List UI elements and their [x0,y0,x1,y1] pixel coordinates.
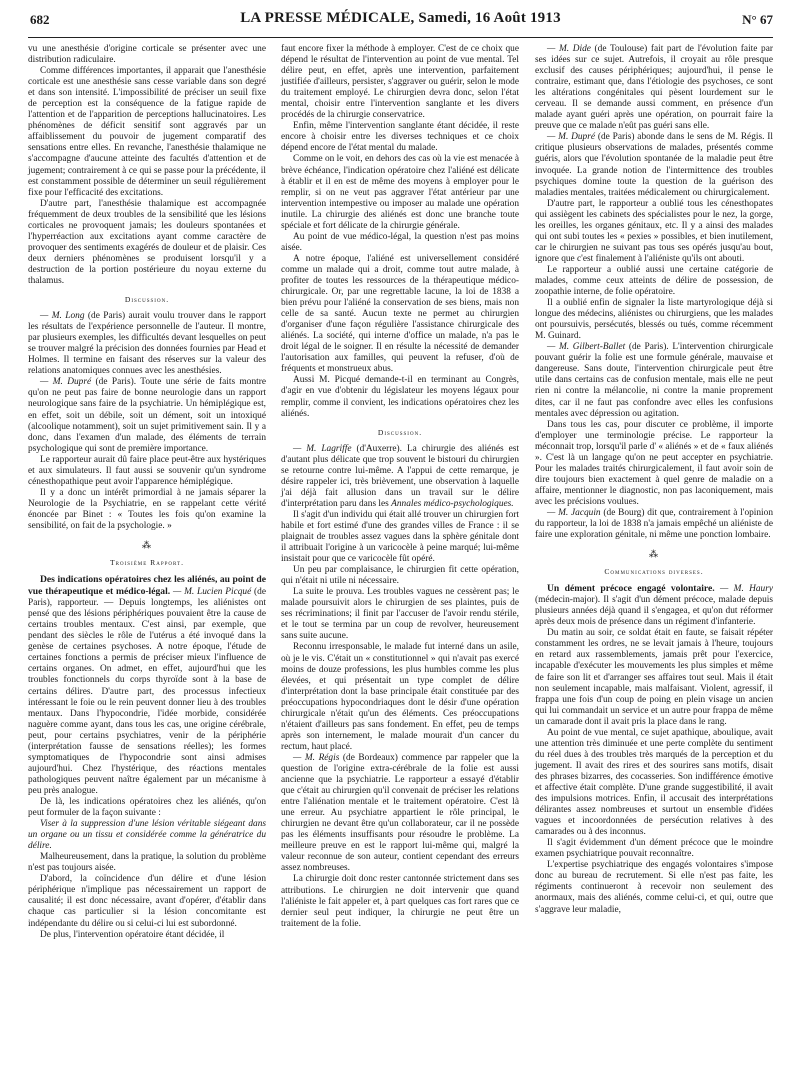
section-heading: Communications diverses. [604,567,704,577]
paragraph: Du matin au soir, ce soldat était en faute, se faisait répéter constamment les ordres, ne se levait jamais à l'heure, toujours en retard aux rassemblements, jamais prêt pour l'exercice, incapable d'exécuter les mouvements les plus simples et même de faire son lit et d'arranger ses affaires tout seul. Mais il était non seulement incapable, mais malfaisant. Violent, agressif, il frappa une fois d'un coup de poing en plein visage un ancien qui lui commandait un service et un autre pour frappa de même un camarade dont il avait pris la place dans le rang. [535,628,773,727]
journal-title: LA PRESSE MÉDICALE, Samedi, 16 Août 1913 [240,10,561,26]
paragraph: A notre époque, l'aliéné est universellement considéré comme un malade qui a droit, comme tout autre malade, à profiter de toutes les ressources de la thérapeutique médico-chirurgicale. Or, par une regrettable lacune, la loi de 1838 a bien prévu pour l'aliéné la conservation de ses biens, mais non celle de sa santé. Aucun texte ne permet au chirurgien d'organiser d'une façon régulière l'assistance chirurgicale des aliénés. La société, qui interne d'office un malade, n'a pas le droit légal de le soigner. Il en résulte la nécessité de demander l'autorisation aux familles, qui peuvent la refuser, d'où de fréquents et monstrueux abus. [281,253,519,375]
column-2 [281,44,519,930]
section-heading: Troisième Rapport. [110,558,184,568]
running-header [28,12,773,34]
paragraph-text: (de Paris). Toute une série de faits montre qu'on ne peut pas faire de bonne neurologie dans un rapport neurologique sans faire de la psychiatrie. Un hémiplégique est, en effet, soit un débile, soit un dément, soit un intoxiqué (alcoolique notamment), soit un sujet primitivement sain. Il y a donc, dans l'examen d'un malade, des éléments de terrain psychologique qui sont de première importance. [28,377,266,454]
paragraph [535,508,773,541]
paragraph [535,583,773,628]
header-rule [28,37,773,38]
paragraph [535,132,773,198]
speaker-name: — M. Gilbert-Ballet [547,342,626,353]
article-heading: Des indications opératoires chez les aliénés, au point de vue thérapeutique et médico-légal. [28,574,266,598]
journal-reference: Annales médico-psychologiques. [391,498,514,509]
paragraph [28,377,266,454]
paragraph: Dans tous les cas, pour discuter ce problème, il importe d'employer une terminologie précise. Le rapporteur la méconnait trop, lorsqu'il parle d' « aliénés » et de « faux aliénés ». C'est là un langage qu'on ne peut accepter en psychiatrie. Pour les malades traités chirurgicalement, il faut avoir soin de dire toujours bien exactement à quel genre de maladie on a affaire, mentionner le diagnostic, non pas laconiquement, mais avec les précisions voulues. [535,419,773,507]
asterism: ⁂ [649,549,659,560]
paragraph: D'autre part, le rapporteur a oublié tous les cénesthopates qui assiègent les cabinets des spécialistes pour le nez, la gorge, les oreilles, les organes génitaux, etc. Il y a ainsi des malades qui ont subi toutes les « pexies » possibles, et bien inutilement, car le chirurgien ne suivant pas tous ses opérés jusqu'au bout, ignore que c'est finalement à l'aliéniste qu'ils ont abouti. [535,198,773,264]
paragraph: Aussi M. Picqué demande-t-il en terminant au Congrès, d'agir en vue d'obtenir du législateur les moyens légaux pour remplir, comme il convient, les indications opératoires chez les aliénés. [281,375,519,419]
paragraph: Enfin, même l'intervention sanglante étant décidée, il reste encore à choisir entre les diverses techniques et ce choix dépend encore de l'état mental du malade. [281,121,519,154]
paragraph: De plus, l'intervention opératoire étant décidée, il [40,929,225,940]
paragraph: Au point de vue mental, ce sujet apathique, aboulique, avait une attention très diminuée et une perte complète du sentiment du réel dues à des troubles très marqués de la perception et du jugement. Il avait des rires et des sourires sans motifs, disait des phrases bizarres, des cocasseries. Son indifférence émotive et affective était complète. D'une grande suggestibilité, il avait des impulsions motrices. Enfin, il accusait des interprétations délirantes assez nombreuses et surtout un ensemble d'idées vagues et incoordonnées de persécution relatives à des camarades ou à des inconnus. [535,727,773,838]
paragraph: La chirurgie doit donc rester cantonnée strictement dans ses attributions. Le chirurgien ne doit intervenir que quand l'aliéniste le fait appeler et, à part quelques cas fort rares que ce dernier seul peut indiquer, la chirurgie ne peut être un traitement de la folie. [281,874,519,929]
paragraph: Il s'agit évidemment d'un dément précoce que le moindre examen psychiatrique pouvait reconnaître. [535,838,773,860]
asterism: ⁂ [142,540,152,551]
speaker-name: — M. Lucien Picqué [170,587,252,598]
paragraph-text: (de Paris). L'intervention chirurgicale pouvant guérir la folie est une formule générale, mauvaise et dangereuse. Sans doute, l'intervention chirurgicale peut être utile dans certains cas de confusion mentale, mais elle ne peut rien ni contre la mélancolie, ni contre la manie proprement dites, car il ne faut pas confondre avec elles les confusions mentales avec dépression ou agitation. [535,342,773,419]
paragraph: De là, les indications opératoires chez les aliénés, qu'on peut formuler de la façon suivante : [28,797,266,819]
speaker-name: — M. Haury [714,584,773,595]
paragraph-text: (médecin-major). Il s'agit d'un dément précoce, malade depuis plusieurs années déjà quand il s'engagea, et qu'on dut réformer après deux mois de présence dans un régiment d'infanterie. [535,595,773,628]
paragraph [281,753,519,875]
column-1 [28,44,266,941]
paragraph: Un peu par complaisance, le chirurgien fit cette opération, qui n'était ni utile ni nécessaire. [281,565,519,587]
paragraph: D'autre part, l'anesthésie thalamique est accompagnée fréquemment de deux troubles de la sensibilité que les lésions corticales ne provoquent jamais; les douleurs spontanées et l'hyperréaction aux excitations ayant comme caractère de provoquer des sentiments exagérés de douleur et de plaisir. Ces deux derniers phénomènes se produisent lorsqu'il y a destruction de la portion postérieure du noyau externe du thalamus. [28,198,266,286]
paragraph: L'expertise psychiatrique des engagés volontaires s'impose donc au bureau de recrutement. Si elle n'est pas faite, les régiments continueront à recevoir non seulement des anormaux, mais des aliénés, comme celui-ci, et qui, outre que s'aggrave leur maladie, [535,860,773,915]
journal-page [28,0,773,1082]
paragraph: Comme on le voit, en dehors des cas où la vie est menacée à brève échéance, l'indication opératoire chez l'aliéné est délicate à établir et il en est de même des moyens à employer pour le remplir, si on ne veut pas aggraver l'état antérieur par une intervention intempestive ou imposer au malade une opération inutile. La chirurgie des aliénés est donc une branche toute spéciale et fort délicate de la chirurgie générale. [281,154,519,231]
column-3 [535,44,773,916]
paragraph: Reconnu irresponsable, le malade fut interné dans un asile, où je le vis. C'était un « constitutionnel » qui n'avait pas exercé moins de douze professions, les plus humbles comme les plus élevées, et qui présentait un type complet de délire d'interprétation dont la base principale était constituée par des préoccupations hypocondriaques dont le désir d'une opération chirurgicale n'était qu'un des éléments. Ces préoccupations n'étaient d'ailleurs pas sans fondement. En effet, peu de temps après son internement, le malade mourait d'un cancer du rectum, haut placé. [281,642,519,752]
speaker-name: — M. Long [40,311,85,322]
paragraph: La suite le prouva. Les troubles vagues ne cessèrent pas; le malade poursuivit alors le chirurgien de ses plaintes, puis de ses récriminations; il finit par l'accuser de l'avoir rendu stérile, et le tout se termina par un coup de revolver, heureusement sans suite aucune. [281,587,519,642]
speaker-name: — M. Lagriffe [293,443,352,454]
speaker-name: — M. Dide [547,44,591,54]
paragraph: Malheureusement, dans la pratique, la solution du problème n'est pas toujours aisée. [28,852,266,874]
paragraph [28,574,266,797]
paragraph-text: (de Paris), rapporteur. — Depuis longtemps, les aliénistes ont pensé que des lésions périphériques pouvaient être la cause de certains troubles mentaux. C'est ainsi, par exemple, que pendant des siècles le rôle de l'utérus a été invoqué dans la genèse de certaines psychoses. A notre époque, l'étude de certaines fonctions a permis de préciser mieux l'influence de certains organes. On admet, en effet, aujourd'hui que les troubles fonctionnels du corps thyroïde sont à la base de certains délires. D'autre part, des processus infectieux intéressant le foie ou le rein peuvent donner lieu à des troubles mentaux. Dans l'hypocondrie, l'idée morbide, considérée naguère comme ayant, dans tous les cas, une origine cérébrale, peut, pour certains psychiatres, venir de la périphérie (interprétation fausse de sensations réelles); les formes symptomatiques de l'hypocondrie sont ainsi admises aujourd'hui. Chez l'hystérique, des réactions mentales pathologiques peuvent naître également par un mécanisme à peu près analogue. [28,587,266,796]
paragraph [281,444,519,510]
section-heading: Discussion. [377,427,423,437]
paragraph-text: (de Bourg) dit que, contrairement à l'opinion du rapporteur, la loi de 1838 n'a jamais empêché un aliéniste de faire une exploration génitale, ni même une ponction lombaire. [535,507,773,541]
paragraph: Au point de vue médico-légal, la question n'est pas moins aisée. [281,231,519,253]
paragraph: Il s'agit d'un individu qui était allé trouver un chirurgien fort habile et fort estimé d'une des grandes villes de France : il se plaignait de troubles assez vagues dans la sphère génitale dont il attribuait l'origine à un varicocèle à peine marqué; lui-même insistait pour que ce varicocèle fût opéré. [281,509,519,565]
paragraph [28,311,266,377]
paragraph: D'abord, la coïncidence d'un délire et d'une lésion périphérique n'implique pas nécessairement un rapport de causalité; il est donc nécessaire, avant d'opérer, d'établir dans chaque cas particulier si la lésion concomitante est indépendante du délire ou si celui-ci lui est subordonné. [28,874,266,929]
paragraph-text: (de Toulouse) fait part de l'évolution faite par ses idées sur ce sujet. Autrefois, il croyait au rôle presque exclusif des causes périphériques; aujourd'hui, il pense le contraire, estimant que, dans l'étiologie des psychoses, ce sont les altérations congénitales qui pèsent lourdement sur le cerveau. Il se demande aussi comment, en présence d'un malade ayant guéri après une opération, on pourrait faire la preuve que ce malade n'eût pas guéri sans elle. [535,44,773,132]
paragraph: Il y a donc un intérêt primordial à ne jamais séparer la Neurologie de la Psychiatrie, en se rappelant cette vérité énoncée par Binet : « Toutes les fois qu'on examine la sensibilité, on fait de la psychologie. » [28,487,266,531]
paragraph: vu une anesthésie d'origine corticale se présenter avec une distribution radiculaire. [28,44,266,66]
paragraph: Comme différences importantes, il apparait que l'anesthésie corticale est une anesthésie sans cesse variable dans son degré et dans son intensité. L'impossibilité de préciser un seuil fixe de perception est la conséquence de la fatigue rapide de l'attention et de l'apparition de perceptions hallucinatoires. Les phénomènes de déficit sensitif sont aggravés par un affaiblissement du pouvoir de jugement comparatif des sensations entre elles. En revanche, l'anesthésie thalamique ne s'accompagne d'aucune atteinte des facultés d'attention et de jugement; contrairement à ce qui se passe pour la précédente, il est constamment possible de déterminer un seuil régulièrement fixe pour l'efficacité des excitations. [28,66,266,198]
paragraph-text: (de Paris) abonde dans le sens de M. Régis. Il critique plusieurs observations de malades, présentés comme guéris, alors que l'évolution spontanée de la maladie peut être invoquée. La grande notion de l'intermittence des troubles psychiques domine toute la question de la guérison des maladies mentales, traitées médicalement ou chirurgicalement. [535,132,773,198]
issue-number: N° 67 [742,12,773,27]
paragraph-text: (de Paris) aurait voulu trouver dans le rapport les résultats de l'expérience personnelle de l'auteur. Il montre, par plusieurs exemples, les difficultés devant lesquelles on peut se trouver malgré la précision des données fournies par Head et Holmes. Il termine en faisant des réserves sur la valeur des relations anatomiques connues avec les anesthésies. [28,311,267,377]
paragraph [535,342,773,419]
speaker-name: — M. Dupré [547,132,596,143]
paragraph: faut encore fixer la méthode à employer. C'est de ce choix que dépend le résultat de l'intervention au point de vue mental. Tel délire peut, en effet, après une intervention, parfaitement justifiée d'ailleurs, persister, s'aggraver ou guérir, selon le mode du traitement employé. Le chirurgien devra donc, selon l'état mental, choisir entre l'intervention sanglante et les divers procédés de la chirurgie conservatrice. [281,44,519,121]
speaker-name: — M. Jacquin [547,507,601,518]
paragraph-text: (de Bordeaux) commence par rappeler que la question de l'origine extra-cérébrale de la folie est aussi ancienne que la psychiatrie. Le rapporteur a essayé d'établir que c'était au chirurgien qu'il convenait de préciser les relations entre l'aliénation mentale et le traitement opératoire. C'est là une erreur. Au psychiatre appartient le rôle principal, le chirurgien ne devant être qu'un collaborateur, car il ne possède pas les éléments insuffisants pour résoudre le problème. La meilleure preuve en est le rapport lui-même qui, malgré la valeur reconnue de son auteur, contient cependant des erreurs assez nombreuses. [281,752,519,874]
paragraph: Le rapporteur a oublié aussi une certaine catégorie de malades, comme ceux atteints de délire de possession, de zoopathie interne, de folie opératoire. [535,264,773,298]
page-number: 682 [30,12,50,27]
paragraph-text: (d'Auxerre). La chirurgie des aliénés est d'autant plus délicate que trop souvent le bistouri du chirurgien se retourne contre lui-même. A l'appui de cette remarque, je désire rappeler ici, très brièvement, une observation à laquelle j'ai déjà fait allusion dans un travail sur le délire d'interprétation paru dans les [281,443,519,509]
speaker-name: — M. Régis [293,752,340,763]
speaker-name: — M. Dupré [40,377,92,388]
section-heading: Discussion. [124,295,170,305]
paragraph: Le rapporteur aurait dû faire place peut-être aux hystériques et aux simulateurs. Il faut aussi se souvenir qu'un syndrome cénesthopathique peut avoir l'apparence hémiplégique. [28,454,266,487]
paragraph [535,44,773,132]
paragraph: Il a oublié enfin de signaler la liste martyrologique déjà si longue des médecins, aliénistes ou chirurgiens, que les malades ont poursuivis, persécutés, blessés ou tués, comme récemment M. Guinard. [535,298,773,342]
italic-paragraph: Viser à la suppression d'une lésion véritable siégeant dans un organe ou un tissu et considérée comme la génératrice du délire. [28,819,266,852]
article-heading: Un dément précoce engagé volontaire. [547,583,715,595]
